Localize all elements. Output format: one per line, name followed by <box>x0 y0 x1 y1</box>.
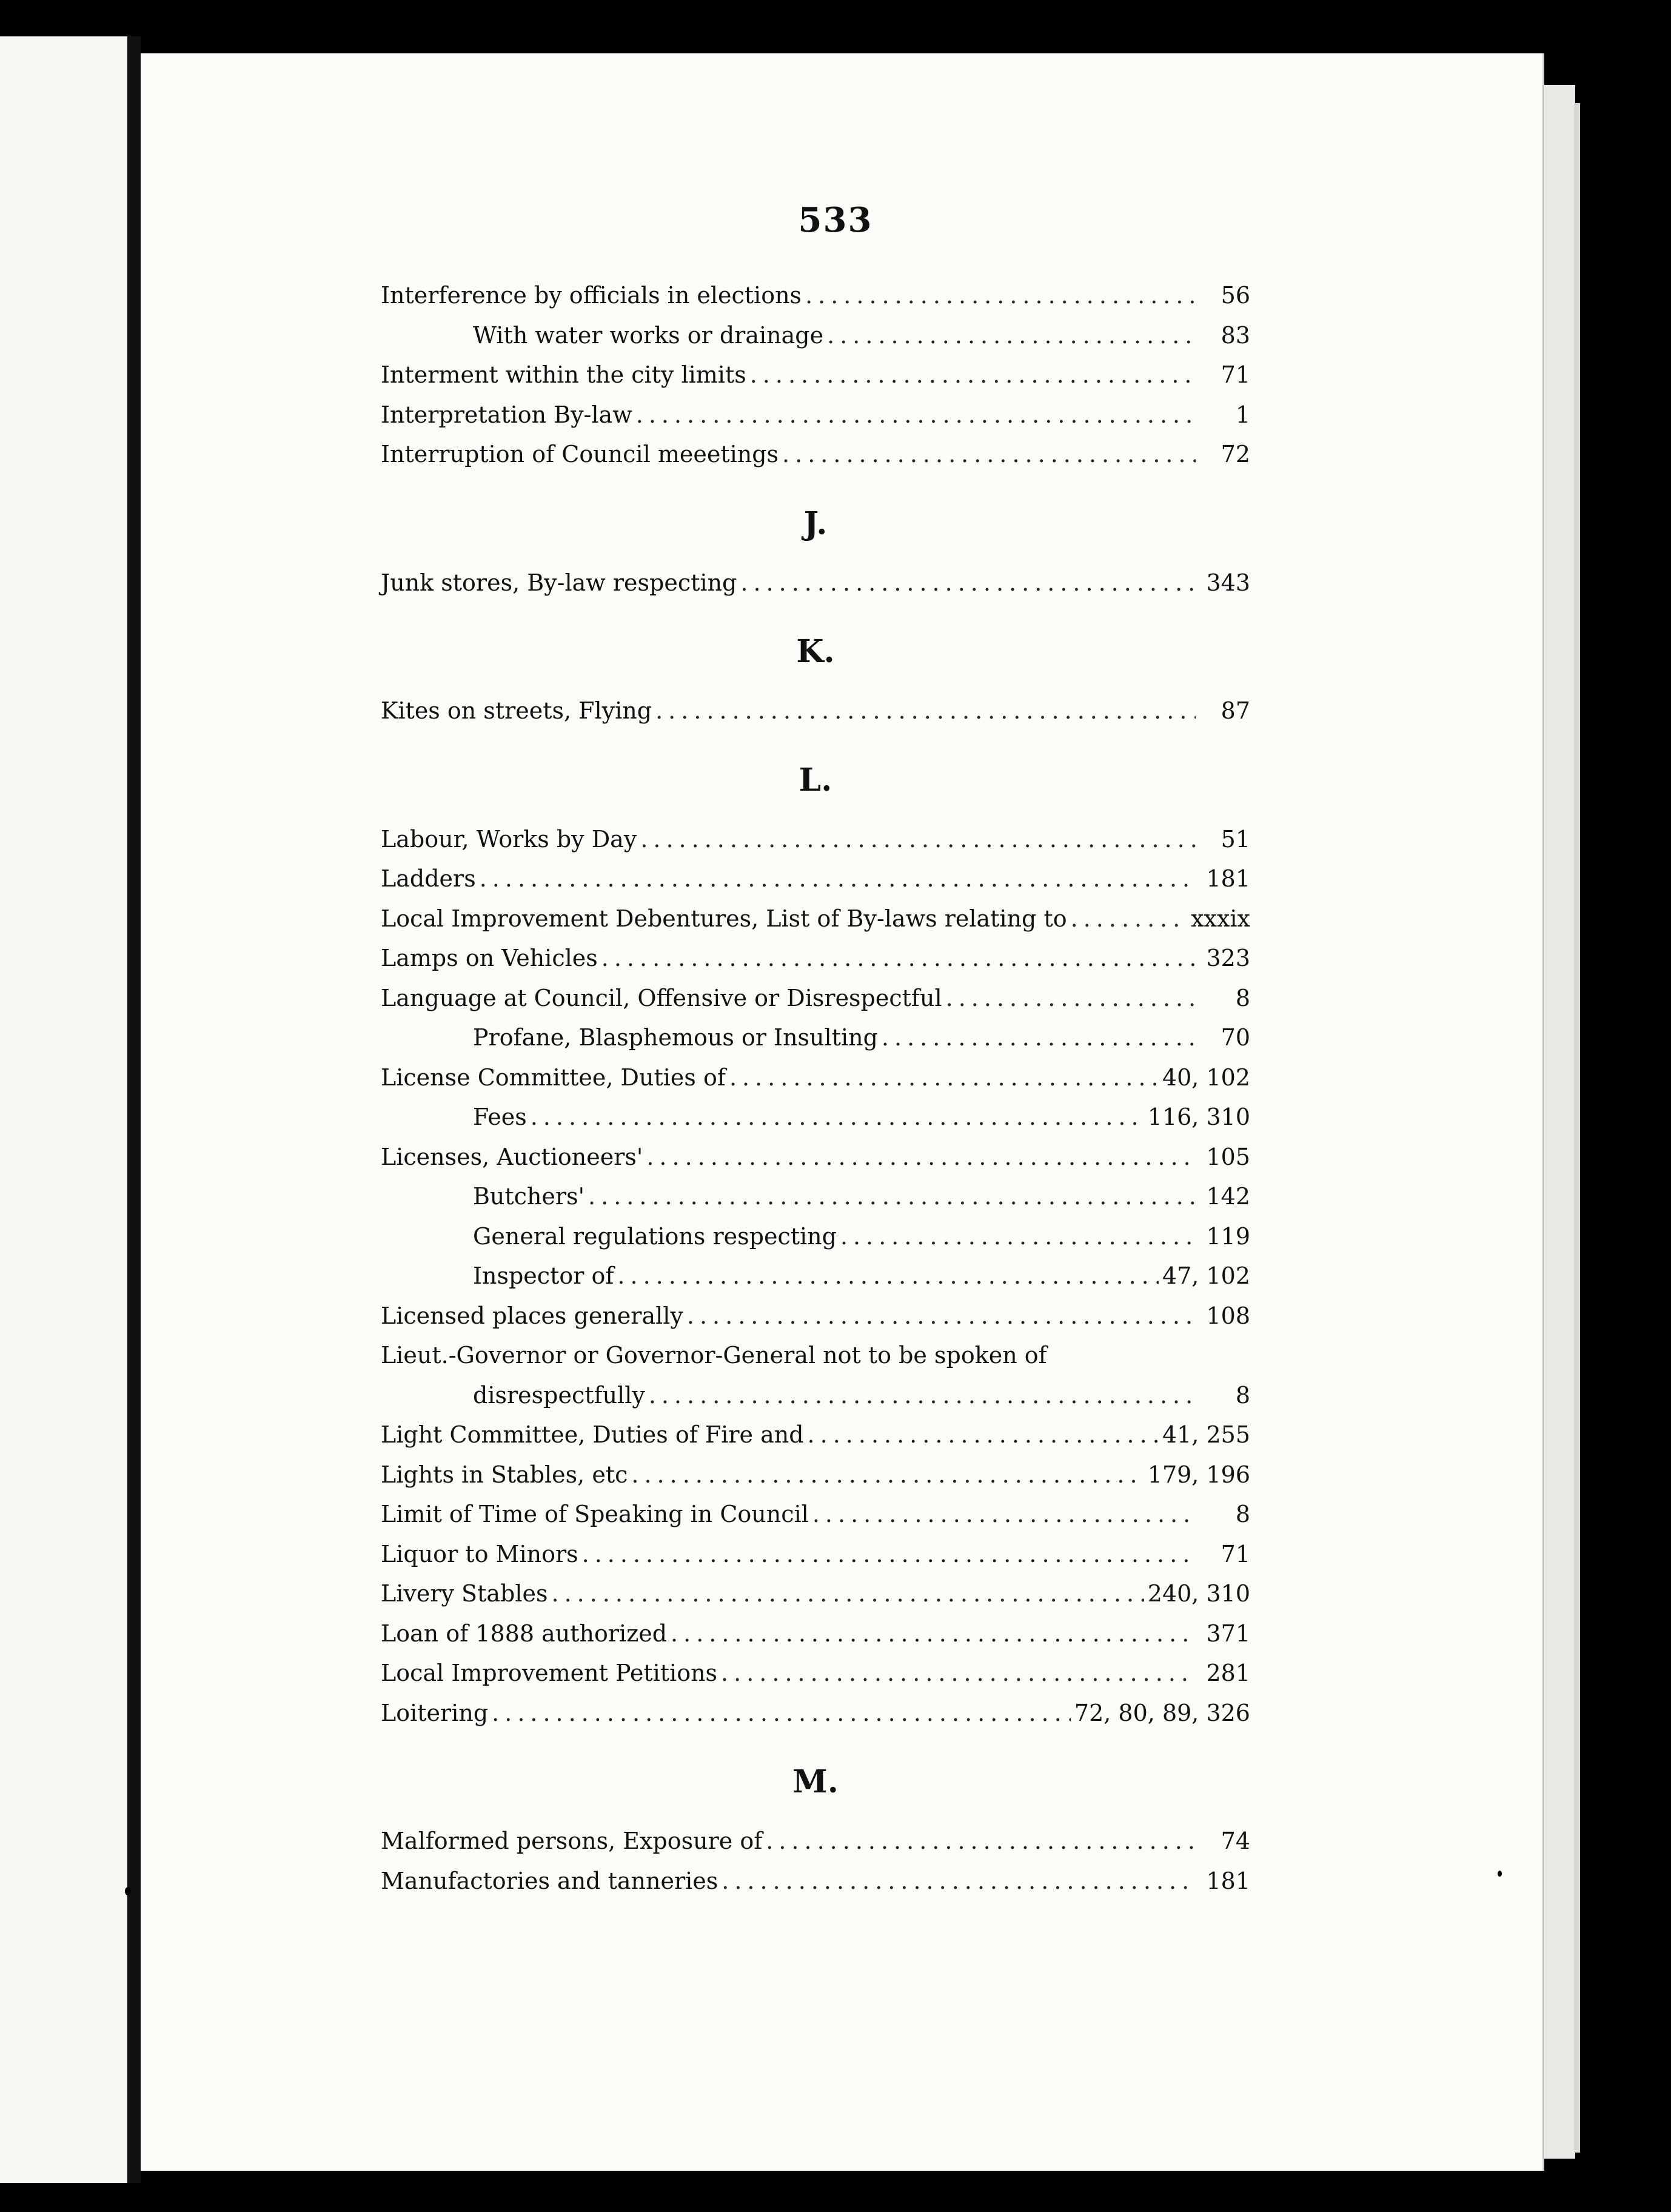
entry-page-refs: 343 <box>1206 569 1250 596</box>
index-entry <box>381 1217 1250 1257</box>
dot-leader <box>646 1138 1196 1178</box>
entry-page-refs: 74 <box>1221 1828 1250 1854</box>
entry-page-refs: 8 <box>1235 1501 1250 1527</box>
entry-text: Language at Council, Offensive or Disrespectful <box>381 984 942 1011</box>
entry-text: License Committee, Duties of <box>381 1064 726 1091</box>
entry-page-refs: 116, 310 <box>1147 1104 1250 1130</box>
index-list <box>381 276 1250 1901</box>
dot-leader <box>492 1694 1071 1734</box>
entry-text: Manufactories and tanneries <box>381 1867 718 1894</box>
page-stack-edge <box>1542 85 1575 2159</box>
index-entry <box>381 563 1250 603</box>
index-entry <box>381 1654 1250 1694</box>
dot-leader <box>687 1296 1196 1336</box>
entry-text: Livery Stables <box>381 1580 548 1607</box>
entry-page-refs: 240, 310 <box>1147 1580 1250 1607</box>
ink-speck <box>1498 1871 1502 1877</box>
dot-leader <box>750 355 1196 395</box>
dot-leader <box>721 1654 1196 1694</box>
dot-leader <box>840 1217 1196 1257</box>
index-entry <box>381 1336 1250 1376</box>
entry-text: Loan of 1888 authorized <box>381 1620 668 1647</box>
dot-leader <box>649 1376 1196 1416</box>
dot-leader <box>805 276 1196 316</box>
entry-text: disrespectfully <box>473 1381 645 1409</box>
dot-leader <box>827 316 1196 356</box>
dot-leader <box>740 563 1196 603</box>
entry-text: Light Committee, Duties of Fire and <box>381 1421 804 1448</box>
entry-page-refs: 119 <box>1206 1222 1250 1250</box>
index-entry <box>381 1415 1250 1455</box>
entry-text: Local Improvement Debentures, List of By-laws relating to <box>381 905 1067 932</box>
entry-page-refs: 40, 102 <box>1162 1064 1250 1091</box>
index-entry <box>381 1614 1250 1654</box>
entry-page-refs: 71 <box>1221 1540 1250 1567</box>
entry-page-refs: xxxix <box>1191 905 1250 932</box>
entry-page-refs: 72 <box>1221 441 1250 468</box>
dot-leader <box>671 1614 1196 1654</box>
index-entry <box>381 1862 1250 1902</box>
dot-leader <box>551 1574 1144 1614</box>
entry-text: Kites on streets, Flying <box>381 697 652 724</box>
dot-leader <box>1071 899 1187 939</box>
entry-page-refs: 8 <box>1235 984 1250 1011</box>
index-entry <box>381 355 1250 395</box>
index-entry <box>381 435 1250 475</box>
index-entry <box>381 1455 1250 1495</box>
dot-leader <box>480 859 1196 899</box>
entry-text: Profane, Blasphemous or Insulting <box>473 1024 878 1051</box>
entry-text: Lights in Stables, etc <box>381 1461 628 1488</box>
index-entry <box>381 691 1250 731</box>
entry-page-refs: 8 <box>1235 1381 1250 1409</box>
dot-leader <box>655 691 1196 731</box>
entry-text: Lieut.-Governor or Governor-General not to be spoken of <box>381 1342 1047 1369</box>
entry-text: Labour, Works by Day <box>381 825 637 853</box>
entry-text: Ladders <box>381 865 476 892</box>
index-entry <box>381 1574 1250 1614</box>
gutter-shadow <box>127 36 141 2183</box>
section-heading: L. <box>799 761 832 799</box>
ink-speck <box>125 1887 131 1895</box>
entry-text: Junk stores, By-law respecting <box>381 569 737 596</box>
entry-page-refs: 70 <box>1221 1024 1250 1051</box>
dot-leader <box>882 1018 1196 1058</box>
entry-text: Interference by officials in elections <box>381 282 802 309</box>
entry-text: Butchers' <box>473 1183 585 1210</box>
dot-leader <box>588 1177 1196 1217</box>
entry-text: Malformed persons, Exposure of <box>381 1828 763 1854</box>
dot-leader <box>782 435 1196 475</box>
dot-leader <box>729 1058 1159 1098</box>
entry-page-refs: 181 <box>1206 1867 1250 1894</box>
entry-text: Licensed places generally <box>381 1302 683 1329</box>
entry-text: Loitering <box>381 1699 489 1726</box>
index-entry <box>381 1177 1250 1217</box>
entry-page-refs: 371 <box>1206 1620 1250 1647</box>
entry-page-refs: 56 <box>1221 282 1250 309</box>
page-stack-edge-inner <box>1574 103 1580 2153</box>
index-entry <box>381 1376 1250 1416</box>
entry-page-refs: 142 <box>1206 1183 1250 1210</box>
entry-text: Interment within the city limits <box>381 361 746 388</box>
index-entry <box>381 1058 1250 1098</box>
entry-text: Interruption of Council meeetings <box>381 441 779 468</box>
entry-page-refs: 51 <box>1221 825 1250 853</box>
entry-text: Inspector of <box>473 1262 614 1289</box>
dot-leader <box>582 1535 1196 1575</box>
entry-text: Lamps on Vehicles <box>381 945 598 971</box>
entry-text: Fees <box>473 1104 527 1130</box>
dot-leader <box>601 939 1196 979</box>
entry-page-refs: 281 <box>1206 1660 1250 1686</box>
index-entry <box>381 939 1250 979</box>
section-heading: M. <box>792 1763 839 1800</box>
index-entry <box>381 1495 1250 1535</box>
index-entry <box>381 276 1250 316</box>
dot-leader <box>640 820 1196 860</box>
entry-page-refs: 72, 80, 89, 326 <box>1074 1699 1250 1726</box>
index-entry <box>381 395 1250 435</box>
facing-page-edge <box>0 36 127 2183</box>
entry-page-refs: 1 <box>1235 401 1250 428</box>
index-entry <box>381 1018 1250 1058</box>
entry-text: Local Improvement Petitions <box>381 1660 718 1686</box>
page-number: 533 <box>798 200 873 240</box>
entry-text: General regulations respecting <box>473 1222 837 1250</box>
entry-page-refs: 41, 255 <box>1162 1421 1250 1448</box>
index-entry <box>381 1256 1250 1296</box>
index-entry <box>381 859 1250 899</box>
index-entry <box>381 1535 1250 1575</box>
dot-leader <box>531 1098 1144 1138</box>
dot-leader <box>766 1822 1196 1862</box>
entry-text: Limit of Time of Speaking in Council <box>381 1501 809 1527</box>
entry-page-refs: 83 <box>1221 321 1250 349</box>
entry-page-refs: 71 <box>1221 361 1250 388</box>
index-entry <box>381 979 1250 1019</box>
entry-page-refs: 105 <box>1206 1143 1250 1170</box>
entry-text: Licenses, Auctioneers' <box>381 1143 643 1170</box>
dot-leader <box>812 1495 1196 1535</box>
entry-page-refs: 323 <box>1206 945 1250 971</box>
index-entry <box>381 820 1250 860</box>
section-heading: K. <box>796 633 835 670</box>
entry-text: Interpretation By-law <box>381 401 632 428</box>
index-entry <box>381 1296 1250 1336</box>
entry-page-refs: 47, 102 <box>1162 1262 1250 1289</box>
index-entry <box>381 1822 1250 1862</box>
dot-leader <box>808 1415 1159 1455</box>
index-entry <box>381 1098 1250 1138</box>
index-entry <box>381 1138 1250 1178</box>
dot-leader <box>946 979 1196 1019</box>
index-entry <box>381 899 1250 939</box>
entry-page-refs: 179, 196 <box>1147 1461 1250 1488</box>
entry-page-refs: 108 <box>1206 1302 1250 1329</box>
dot-leader <box>617 1256 1159 1296</box>
dot-leader <box>631 1455 1144 1495</box>
section-heading: J. <box>803 504 828 542</box>
entry-page-refs: 87 <box>1221 697 1250 724</box>
dot-leader <box>636 395 1196 435</box>
entry-page-refs: 181 <box>1206 865 1250 892</box>
index-entry <box>381 316 1250 356</box>
index-entry <box>381 1694 1250 1734</box>
entry-text: Liquor to Minors <box>381 1540 578 1567</box>
dot-leader <box>722 1862 1196 1902</box>
entry-text: With water works or drainage <box>473 321 824 349</box>
